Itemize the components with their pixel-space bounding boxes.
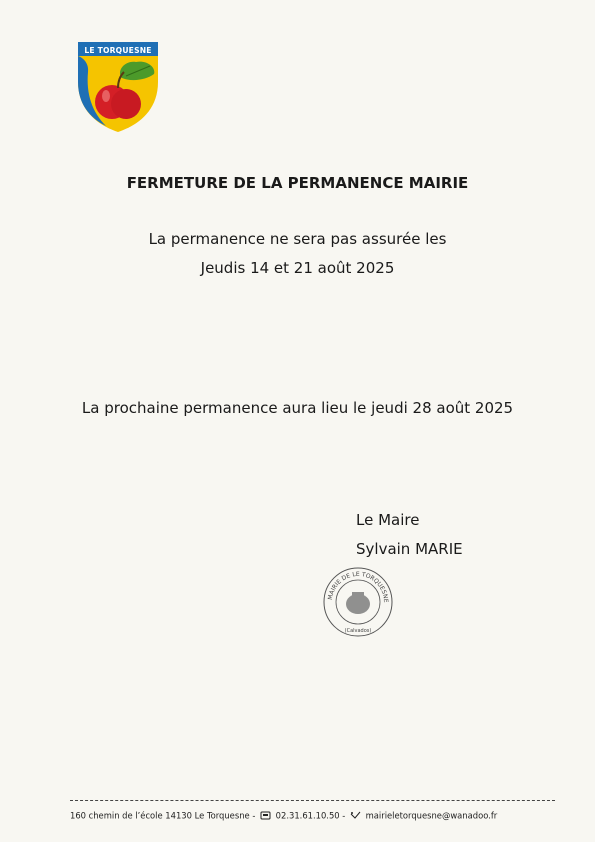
notice-line-1: La permanence ne sera pas assurée les (148, 230, 447, 248)
svg-text:(Calvados): (Calvados) (344, 628, 372, 634)
footer-email[interactable]: mairieletorquesne@wanadoo.fr (362, 810, 498, 821)
footer-address: 160 chemin de l’école 14130 Le Torquesne - (70, 810, 259, 821)
notice-line-2: Jeudis 14 et 21 août 2025 (200, 259, 395, 277)
mail-icon (350, 811, 361, 820)
crest-name-text: LE TORQUESNE (84, 46, 152, 55)
footer-divider (70, 800, 555, 801)
signature-role: Le Maire (356, 511, 420, 529)
crest-shield-icon (76, 42, 160, 132)
footer-phone: 02.31.61.10.50 - (273, 810, 348, 821)
notice-line-3: La prochaine permanence aura lieu le jeudi 28 août 2025 (81, 399, 514, 417)
footer-contact (70, 810, 550, 821)
notice-title: FERMETURE DE LA PERMANENCE MAIRIE (126, 174, 469, 192)
svg-text:MAIRIE DE LE TORQUESNE: MAIRIE DE LE TORQUESNE (327, 570, 390, 603)
signature-name: Sylvain MARIE (356, 540, 463, 558)
mairie-stamp (322, 566, 394, 638)
coat-of-arms-logo (76, 42, 160, 132)
stamp-seal-icon (322, 566, 394, 638)
phone-icon (260, 811, 271, 820)
